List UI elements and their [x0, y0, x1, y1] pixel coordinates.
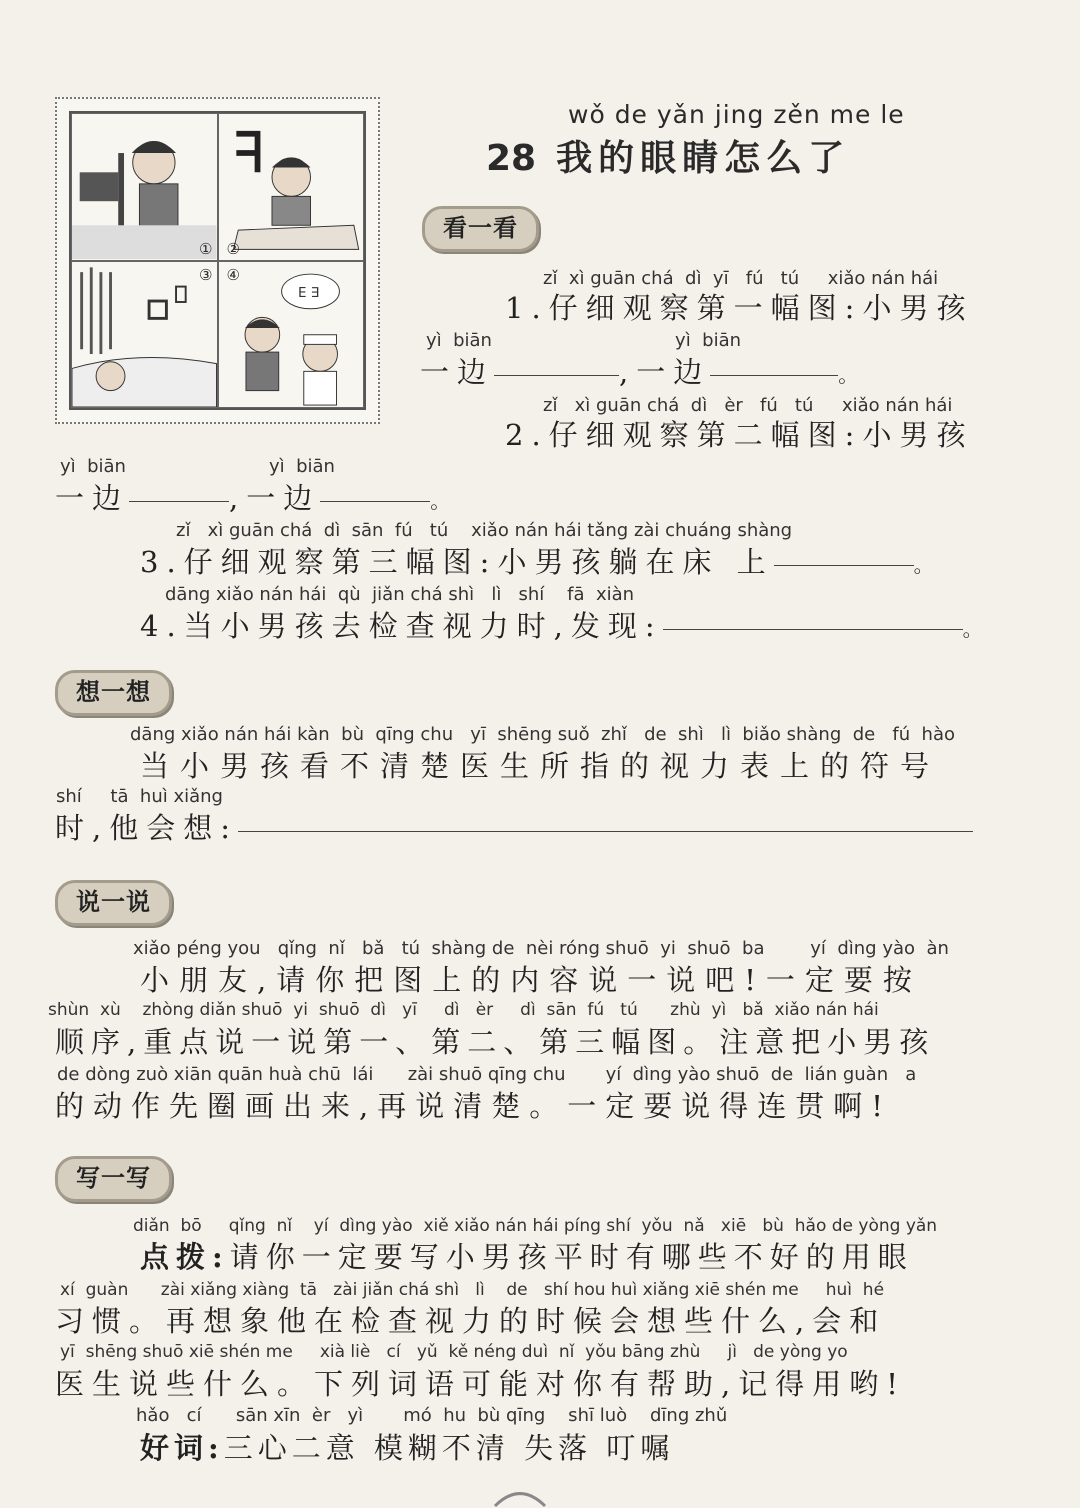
say-pinyin-3: de dòng zuò xiān quān huà chū lái zài shuō qīng chu yí dìng yào shuō de lián guàn a [57, 1064, 917, 1085]
q3-pinyin: zǐ xì guān chá dì sān fú tú xiǎo nán hái tǎng zài chuáng shàng [176, 520, 793, 541]
q2-side-b: ,一边 [229, 481, 321, 515]
picture-2-drawing [219, 114, 364, 260]
picture-2 [218, 113, 365, 261]
write-pinyin-2: xí guàn zài xiǎng xiàng tā zài jiǎn chá shì lì de shí hou huì xiǎng xiē shén me huì hé [60, 1280, 885, 1300]
q4-text: 4.当小男孩去检查视力时,发现: [140, 609, 663, 643]
q4-blank[interactable] [663, 627, 963, 630]
q2-blank-b[interactable] [320, 499, 430, 502]
q3-text: 3.仔细观察第三幅图:小男孩躺在床 上 [140, 545, 774, 579]
picture-4 [218, 261, 365, 409]
write-pinyin-4: hǎo cí sān xīn èr yì mó hu bù qīng shī luò dīng zhǔ [136, 1405, 728, 1426]
q1-text: 1.仔细观察第一幅图:小男孩 [505, 291, 974, 325]
q1-end-mark: 。 [838, 363, 867, 387]
picture-1-drawing [72, 114, 217, 260]
q1-line2 [420, 350, 866, 391]
q1-line2-pinyin: yì biān yì biān [426, 330, 742, 351]
q1-pinyin: zǐ xì guān chá dì yī fú tú xiǎo nán hái [543, 268, 939, 289]
q2-blank-a[interactable] [129, 499, 229, 502]
q4-line [140, 604, 991, 645]
say-pinyin-1: xiǎo péng you qǐng nǐ bǎ tú shàng de nèi róng shuō yi shuō ba yí dìng yào àn [133, 938, 949, 959]
q1-blank-a[interactable] [494, 373, 619, 376]
think-text-2: 时,他会想: [55, 811, 238, 845]
illustration-grid [69, 111, 366, 410]
section-badge-think: 想一想 [55, 670, 172, 716]
think-text-1: 当小男孩看不清楚医生所指的视力表上的符号 [140, 749, 941, 783]
lesson-title [486, 130, 850, 181]
picture-4-number: ④ [226, 265, 240, 284]
write-text-3: 医生说些什么。下列词语可能对你有帮助,记得用哟! [55, 1367, 906, 1401]
q3-blank[interactable] [774, 563, 914, 566]
speech-bubble-text: E ∃ [297, 284, 319, 301]
hint-label: 点拨: [140, 1240, 230, 1274]
say-text-2: 顺序,重点说一说第一、第二、第三幅图。注意把小男孩 [55, 1025, 936, 1059]
write-pinyin-3: yī shēng shuō xiē shén me xià liè cí yǔ kě néng duì nǐ yǒu bāng zhù jì de yòng yo [60, 1342, 848, 1362]
q4-pinyin: dāng xiǎo nán hái qù jiǎn chá shì lì shí fā xiàn [165, 584, 635, 605]
q4-end-mark: 。 [962, 617, 991, 641]
illustration-panel [55, 97, 380, 424]
think-pinyin-2: shí tā huì xiǎng [56, 786, 223, 807]
write-pinyin-1: diǎn bō qǐng nǐ yí dìng yào xiě xiǎo nán hái píng shí yǒu nǎ xiē bù hǎo de yòng yǎn [133, 1216, 938, 1236]
say-text-1: 小朋友,请你把图上的内容说一说吧!一定要按 [140, 963, 922, 997]
q3-line [140, 540, 942, 581]
hint-text: 请你一定要写小男孩平时有哪些不好的用眼 [229, 1240, 914, 1274]
q2-side-a: 一边 [55, 481, 130, 515]
write-line-1 [140, 1235, 914, 1276]
section-badge-write: 写一写 [55, 1156, 172, 1202]
picture-4-drawing [219, 262, 364, 408]
footer-ornament-icon [490, 1486, 550, 1508]
good-words-list: 三心二意 模糊不清 失落 叮嘱 [223, 1431, 675, 1465]
q2-end-mark: 。 [430, 489, 459, 513]
q2-pinyin: zǐ xì guān chá dì èr fú tú xiǎo nán hái [543, 395, 953, 416]
lesson-title-text: 我的眼睛怎么了 [556, 138, 851, 179]
good-words-label: 好词: [140, 1431, 224, 1465]
picture-3-drawing [72, 262, 217, 408]
think-pinyin-1: dāng xiǎo nán hái kàn bù qīng chu yī shēng suǒ zhǐ de shì lì biǎo shàng de fú hào [130, 724, 955, 745]
think-blank[interactable] [238, 829, 973, 832]
say-pinyin-2: shùn xù zhòng diǎn shuō yi shuō dì yī dì èr dì sān fú tú zhù yì bǎ xiǎo nán hái [48, 1000, 879, 1020]
q2-line2 [55, 476, 458, 517]
picture-2-number: ② [226, 239, 240, 258]
q1-side-a: 一边 [420, 355, 495, 389]
title-pinyin: wǒ de yǎn jing zěn me le [568, 100, 905, 129]
q1-side-b: ,一边 [619, 355, 711, 389]
think-line-2 [55, 806, 973, 847]
section-badge-say: 说一说 [55, 880, 172, 926]
picture-1 [71, 113, 218, 261]
lesson-number: 28 [486, 138, 537, 179]
q2-line2-pinyin: yì biān yì biān [60, 456, 335, 477]
write-text-2: 习惯。再想象他在检查视力的时候会想些什么,会和 [55, 1304, 887, 1338]
write-line-4 [140, 1426, 674, 1467]
say-text-3: 的动作先圈画出来,再说清楚。一定要说得连贯啊! [55, 1089, 892, 1123]
section-badge-look: 看一看 [422, 206, 539, 252]
q1-blank-b[interactable] [710, 373, 838, 376]
picture-1-number: ① [199, 239, 213, 258]
picture-3 [71, 261, 218, 409]
q3-end-mark: 。 [913, 553, 942, 577]
q2-text: 2.仔细观察第二幅图:小男孩 [505, 418, 974, 452]
picture-3-number: ③ [199, 265, 213, 284]
